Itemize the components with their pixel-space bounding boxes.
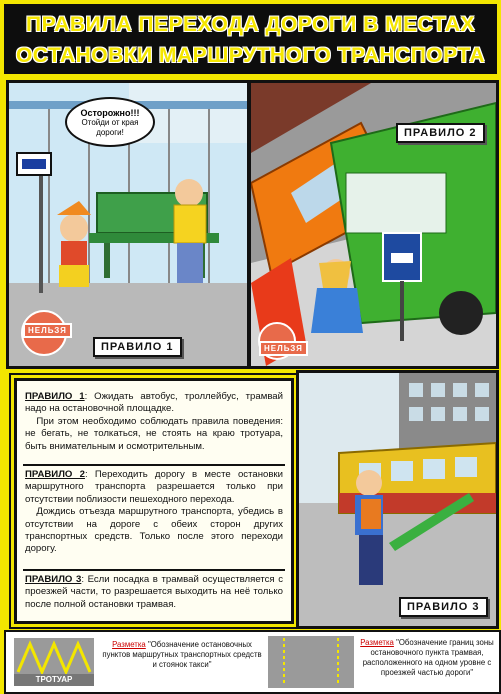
- bubble-text: Отойди от края дороги!: [81, 118, 139, 137]
- warning-speech-bubble: [65, 97, 155, 147]
- panel-rule-1: [6, 80, 250, 369]
- rule-3-heading: ПРАВИЛО 3: [25, 574, 82, 585]
- rule-2-text: [25, 469, 283, 556]
- rule-1-label: ПРАВИЛО 1: [93, 337, 182, 357]
- forbidden-sign-2: НЕЛЬЗЯ: [259, 341, 308, 356]
- marking-text-2: "Обозначение границ зоны остановочного пункта трамвая, расположенного на одном уровне с проезжей частью дороги": [362, 638, 494, 677]
- rule-1-body-2: При этом необходимо соблюдать правила поведения: не бегать, не толкаться, не стоять на краю тротуара, быть внимательным и осмотрительным.: [25, 415, 283, 452]
- marking-label-1: Разметка: [112, 640, 146, 649]
- rule-2-heading: ПРАВИЛО 2: [25, 469, 85, 480]
- rule-3-body: : Если посадка в трамвай осуществляется с проезжей части, то разрешается выходить на неё только после полной остановки трамвая.: [25, 574, 283, 610]
- tram-illustration: [299, 373, 496, 626]
- marking-text-1: "Обозначение остановочных пунктов маршрутных транспортных средств и стоянок такси": [102, 640, 262, 669]
- title-line-1: ПРАВИЛА ПЕРЕХОДА ДОРОГИ В МЕСТАХ: [25, 13, 476, 36]
- marking-caption-1: [102, 640, 262, 670]
- bubble-title: Осторожно!!!: [80, 108, 140, 118]
- panel-rule-3: [296, 370, 499, 629]
- rule-2-label: ПРАВИЛО 2: [396, 123, 485, 143]
- rule-1-heading: ПРАВИЛО 1: [25, 391, 85, 402]
- rules-text-block: [14, 378, 294, 624]
- rule-3-label: ПРАВИЛО 3: [399, 597, 488, 617]
- road-marking-legend: [4, 630, 501, 694]
- rule-1-text: [25, 391, 283, 453]
- panel-rule-2: [248, 80, 499, 369]
- sidewalk-label: ТРОТУАР: [35, 675, 73, 684]
- rule-2-body-2: Дождись отъезда маршрутного транспорта, убедись в отсутствии на дороге с обеих сторон других транспортных средств. Только после этого переходи дорогу.: [25, 506, 283, 555]
- title-line-2: ОСТАНОВКИ МАРШРУТНОГО ТРАНСПОРТА: [15, 44, 486, 67]
- rule-divider: [23, 464, 285, 466]
- marking-caption-2: [358, 638, 496, 678]
- marking-label-2: Разметка: [360, 638, 394, 647]
- title-banner: [4, 4, 497, 74]
- rule-3-text: [25, 574, 283, 611]
- rule-divider: [23, 569, 285, 571]
- rule-1-body: : Ожидать автобус, троллейбус, трамвай надо на остановочной площадке.: [25, 391, 283, 415]
- rule-2-body: : Переходить дорогу в месте остановки маршрутного транспорта разрешается только при отсутствии поблизости пешеходного перехода.: [25, 469, 283, 505]
- forbidden-sign-1: НЕЛЬЗЯ: [23, 323, 72, 338]
